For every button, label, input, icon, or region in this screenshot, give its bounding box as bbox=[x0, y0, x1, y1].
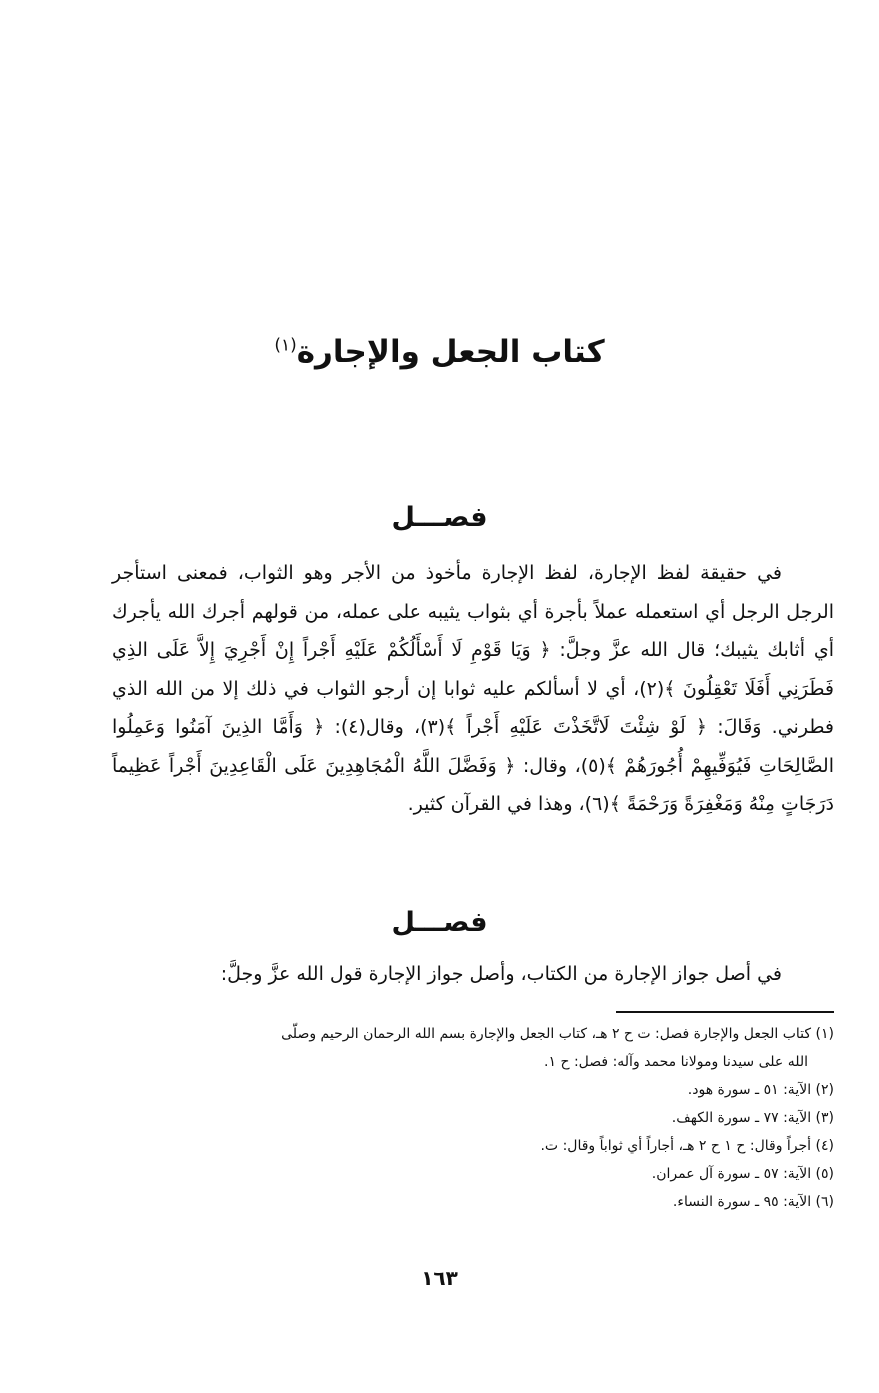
footnote: (٣) الآية: ٧٧ ـ سورة الكهف. bbox=[671, 1110, 834, 1126]
footnote: (١) كتاب الجعل والإجارة فصل: ت ح ٢ هـ، كتاب الجعل والإجارة بسم الله الرحمان الرحيم وصلّى bbox=[281, 1026, 834, 1042]
footnote: (٦) الآية: ٩٥ ـ سورة النساء. bbox=[672, 1194, 834, 1210]
book-title bbox=[0, 330, 879, 374]
section-heading: فصـــل bbox=[391, 502, 488, 533]
footnote-continuation: الله على سيدنا ومولانا محمد وآله: فصل: ح ١. bbox=[544, 1054, 808, 1070]
book-title-footnote-ref: (١) bbox=[274, 335, 297, 356]
page-number: ١٦٣ bbox=[421, 1266, 458, 1290]
footnote: (٤) أجراً وقال: ح ١ ح ٢ هـ، أجاراً أي ثواباً وقال: ت. bbox=[540, 1138, 834, 1154]
book-title-text: كتاب الجعل والإجارة bbox=[296, 334, 605, 370]
footnote-separator bbox=[616, 1011, 834, 1013]
section-paragraph: في حقيقة لفظ الإجارة، لفظ الإجارة مأخوذ من الأجر وهو الثواب، فمعنى استأجر الرجل الرجل أي استعمله عملاً بأجرة أي بثواب يثيبه على عمله، من قولهم أجرك الله يأجرك أي أثابك يثيبك؛ قال الله عزَّ وجلَّ: ﴿ وَيَا قَوْمِ لَا أَسْأَلُكُمْ عَلَيْهِ أَجْراً إِنْ أَجْرِيَ إِلاَّ عَلَى الذِي فَطَرَنِي أَفَلَا تَعْقِلُونَ ﴾(٢)، أي لا أسألكم عليه ثوابا إن أرجو الثواب في ذلك إلا من الله الذي فطرني. وَقَالَ: ﴿ لَوْ شِئْتَ لَاتَّخَذْتَ عَلَيْهِ أَجْراً ﴾(٣)، وقال(٤): ﴿ وَأَمَّا الذِينَ آمَنُوا وَعَمِلُوا الصَّالِحَاتِ فَيُوَفِّيهِمْ أُجُورَهُمْ ﴾(٥)، وقال: ﴿ وَفَضَّلَ اللَّهُ الْمُجَاهِدِينَ عَلَى الْقَاعِدِينَ أَجْراً عَظِيماً دَرَجَاتٍ مِنْهُ وَمَغْفِرَةً وَرَحْمَةً ﴾(٦)، وهذا في القرآن كثير. bbox=[112, 562, 834, 815]
section-paragraph: في أصل جواز الإجارة من الكتاب، وأصل جواز الإجارة قول الله عزَّ وجلَّ: bbox=[220, 963, 782, 985]
footnotes bbox=[112, 1020, 834, 1216]
footnote: (٥) الآية: ٥٧ ـ سورة آل عمران. bbox=[651, 1166, 834, 1182]
footnote: (٢) الآية: ٥١ ـ سورة هود. bbox=[687, 1082, 834, 1098]
section-heading: فصـــل bbox=[391, 907, 488, 938]
